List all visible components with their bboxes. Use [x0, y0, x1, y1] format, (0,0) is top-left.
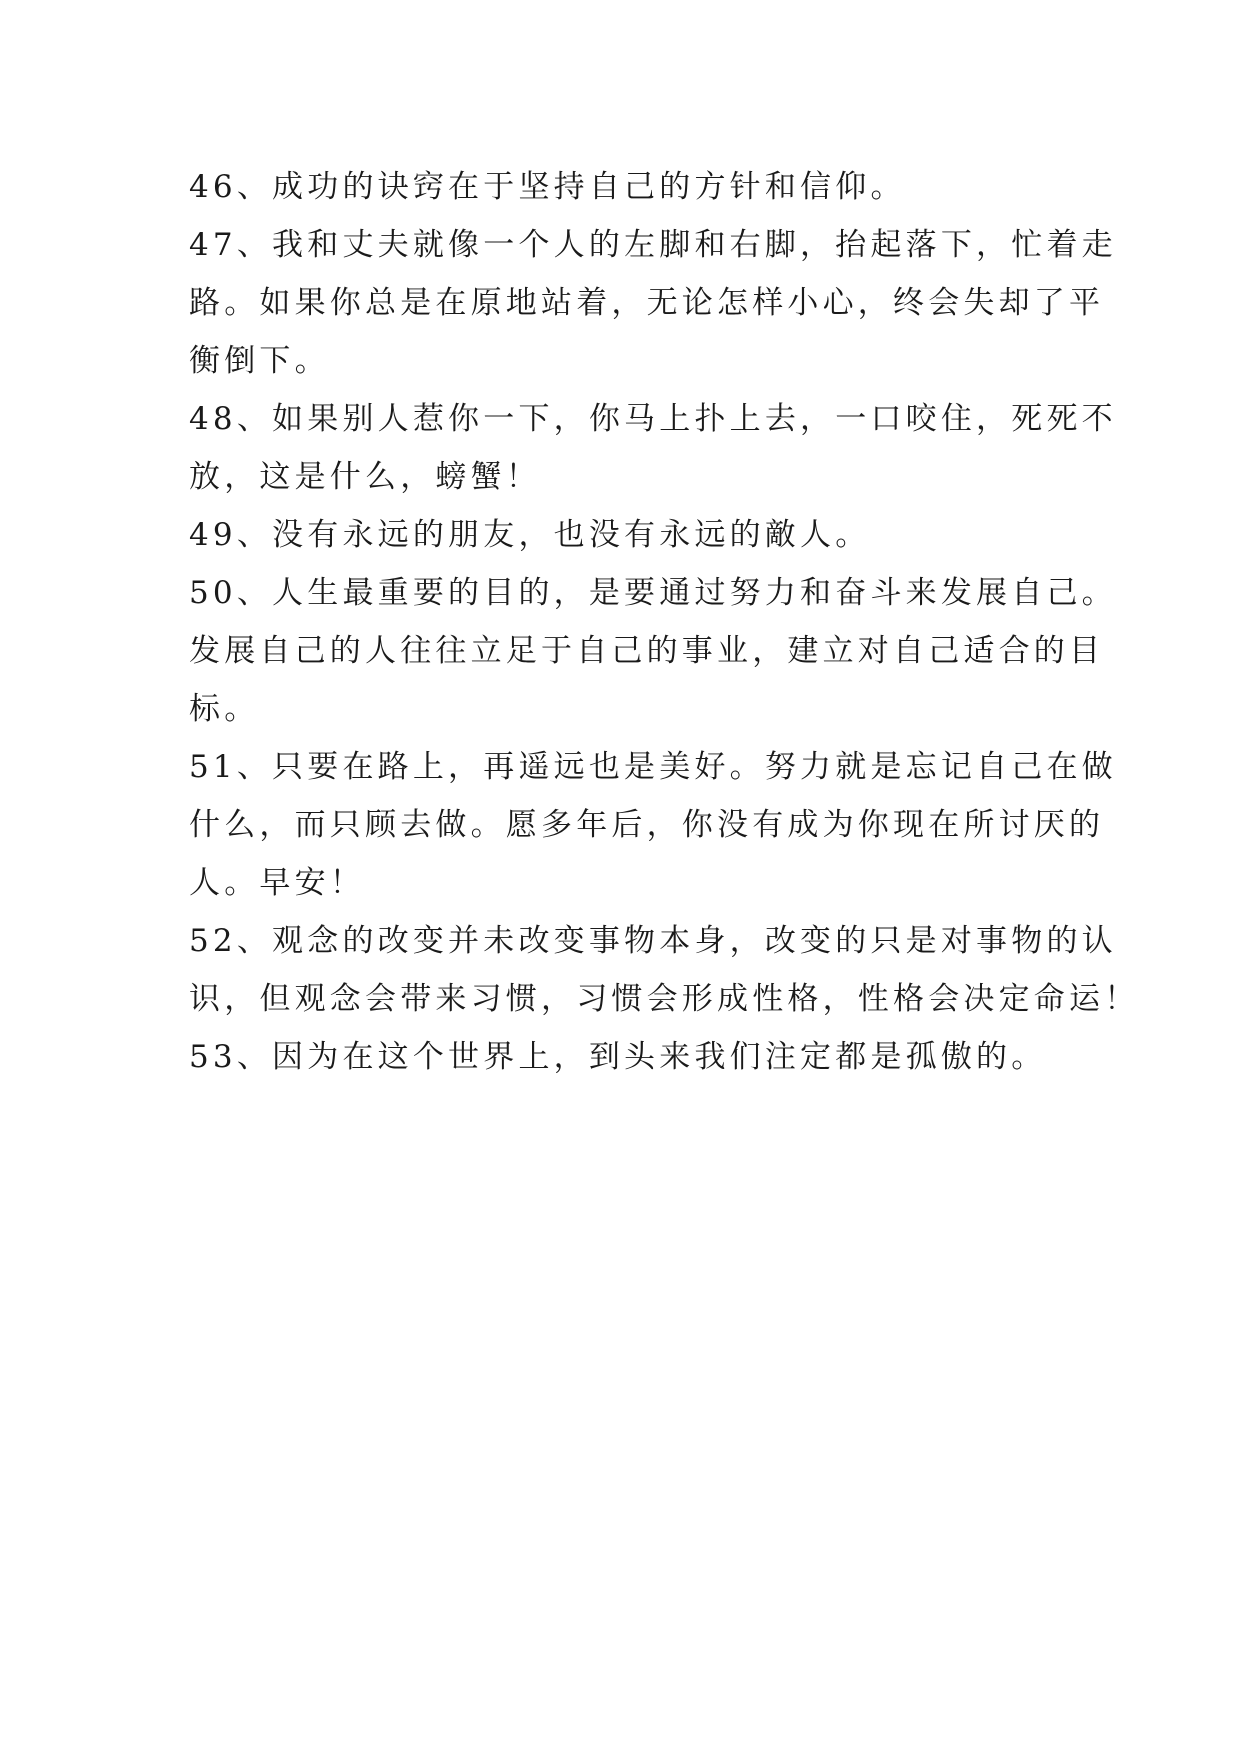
- text-line: 衡倒下。: [189, 343, 330, 379]
- text-line: 标。: [189, 691, 260, 727]
- text-line: 47、我和丈夫就像一个人的左脚和右脚，抬起落下，忙着走: [189, 227, 1117, 263]
- text-line: 48、如果别人惹你一下，你马上扑上去，一口咬住，死死不: [189, 401, 1117, 437]
- text-line: 放，这是什么，螃蟹！: [189, 459, 541, 495]
- text-line: 50、人生最重要的目的，是要通过努力和奋斗来发展自己。: [189, 575, 1117, 611]
- text-line: 52、观念的改变并未改变事物本身，改变的只是对事物的认: [189, 923, 1117, 959]
- text-line: 人。早安！: [189, 865, 365, 901]
- text-line: 53、因为在这个世界上，到头来我们注定都是孤傲的。: [189, 1039, 1047, 1075]
- document-body: [189, 158, 1140, 1086]
- text-line: 什么，而只顾去做。愿多年后，你没有成为你现在所讨厌的: [189, 807, 1105, 843]
- text-line: 发展自己的人往往立足于自己的事业，建立对自己适合的目: [189, 633, 1105, 669]
- text-line: 路。如果你总是在原地站着，无论怎样小心，终会失却了平: [189, 285, 1105, 321]
- text-line: 49、没有永远的朋友，也没有永远的敵人。: [189, 517, 871, 553]
- text-line: 46、成功的诀窍在于坚持自己的方针和信仰。: [189, 169, 906, 205]
- text-line: 51、只要在路上，再遥远也是美好。努力就是忘记自己在做: [189, 749, 1117, 785]
- text-line: 识，但观念会带来习惯，习惯会形成性格，性格会决定命运！: [189, 981, 1140, 1017]
